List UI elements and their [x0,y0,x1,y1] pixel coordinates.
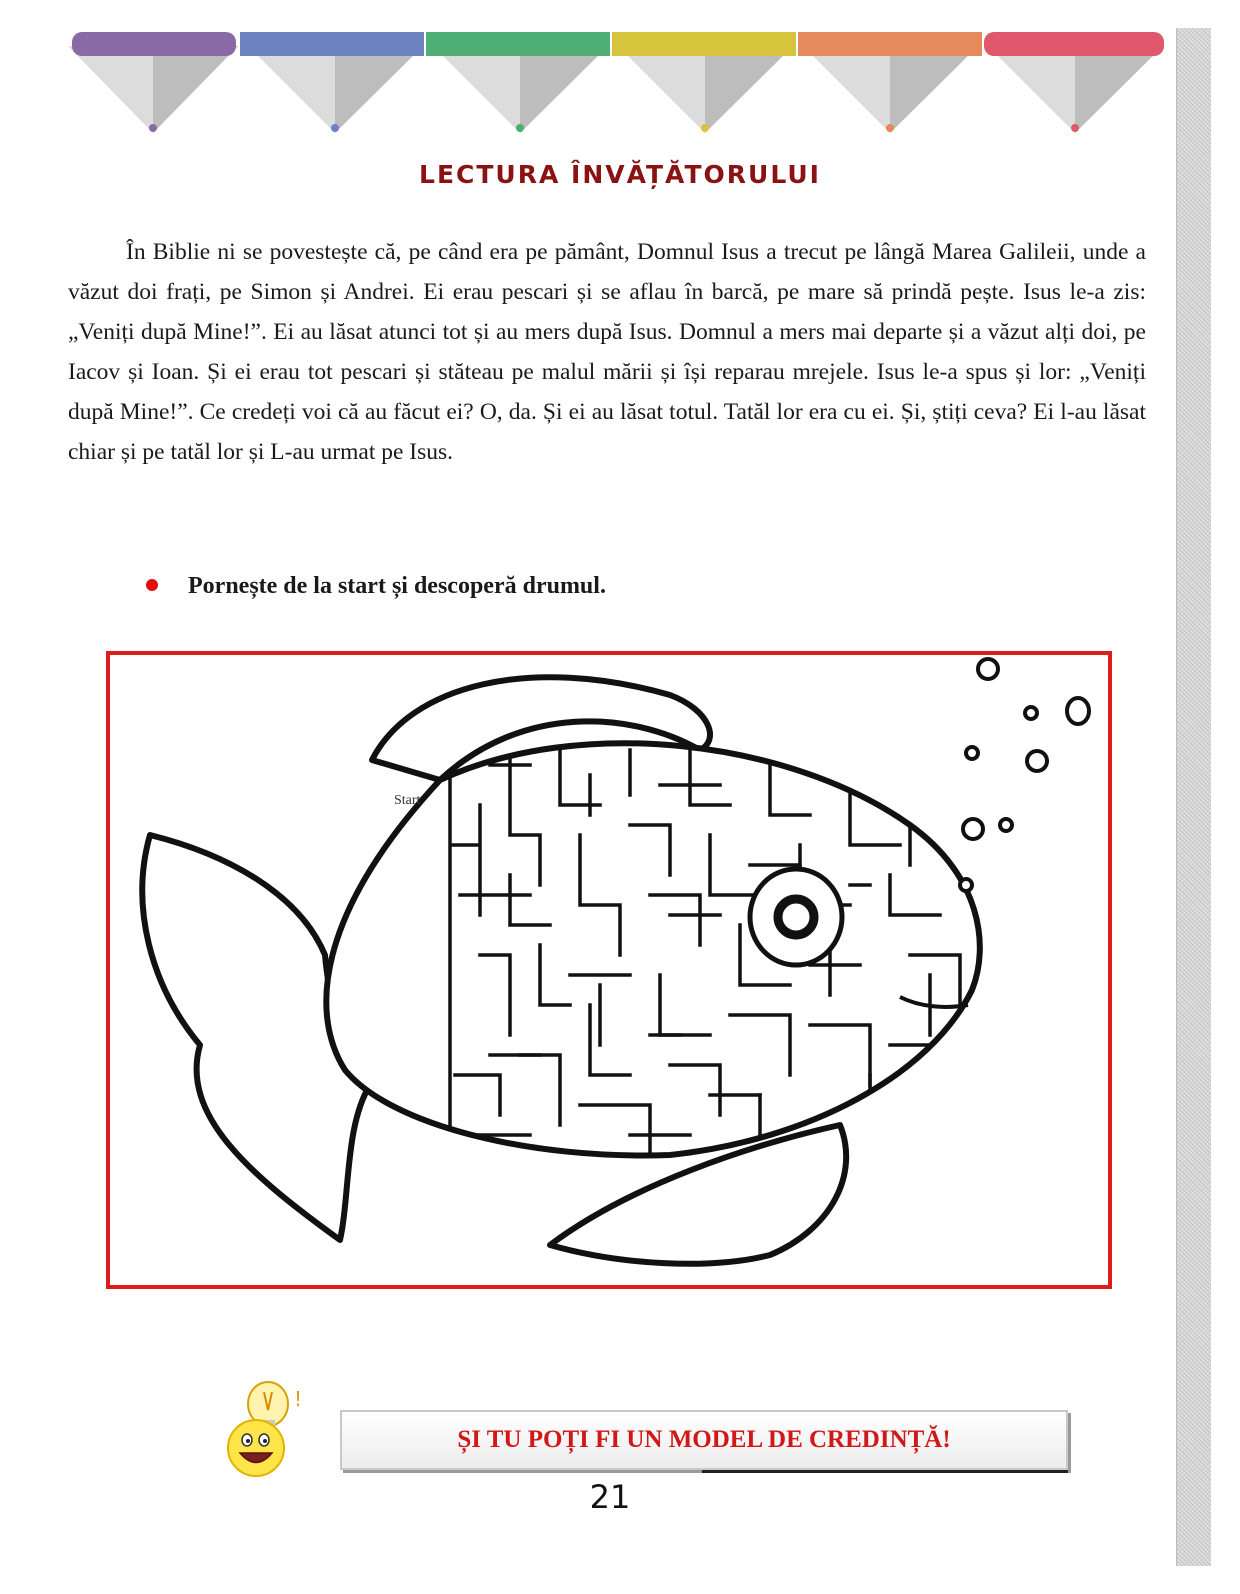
fish-maze-frame [106,651,1112,1289]
motto-text: ȘI TU POȚI FI UN MODEL DE CREDINȚĂ! [457,1426,951,1453]
fish-eye [750,869,842,965]
pencil-4 [612,32,796,133]
svg-text:!: ! [294,1387,303,1411]
page-number: 21 [589,1478,631,1516]
pencil-1 [68,32,238,133]
decorative-side-strip [1176,28,1211,1566]
fish-maze-drawing [110,655,1108,1285]
fish-body [326,743,980,1155]
story-paragraph: În Biblie ni se povestește că, pe când era pe pământ, Domnul Isus a trecut pe lângă Marea Galileii, unde a văzut doi frați, pe Simon și Andrei. Ei erau pescari și se aflau în barcă, pe mare să prindă pește. Isus le-a zis: „Veniți după Mine!”. Ei au lăsat atunci tot și au mers după Isus. Domnul a mers mai departe și a văzut alți doi, pe Iacov și Ioan. Și ei erau tot pescari și stăteau pe malul mării și își reparau mrejele. Isus le-a spus și lor: „Veniți după Mine!”. Ce credeți voi că au făcut ei? O, da. Și ei au lăsat totul. Tatăl lor era cu ei. Și, știți ceva? Ei l-au lăsat chiar și pe tatăl lor și L-au urmat pe Isus. [68,239,1146,465]
motto-underline [702,1470,1068,1473]
pencil-banner [68,28,1168,138]
pencil-2 [240,32,424,133]
exercise-instruction [140,568,1040,608]
page-title: LECTURA ÎNVĂȚĂTORULUI [419,160,821,189]
maze-start-label: Start [394,793,421,808]
motto-banner [340,1410,1068,1470]
pencil-3 [426,32,610,133]
bubbles [960,659,1089,891]
bullet-icon [146,579,158,591]
pencil-5 [798,32,982,133]
smiley-lightbulb-icon [222,1380,308,1478]
instruction-text: Pornește de la start și descoperă drumul. [188,573,606,599]
pencil-6 [984,32,1164,133]
